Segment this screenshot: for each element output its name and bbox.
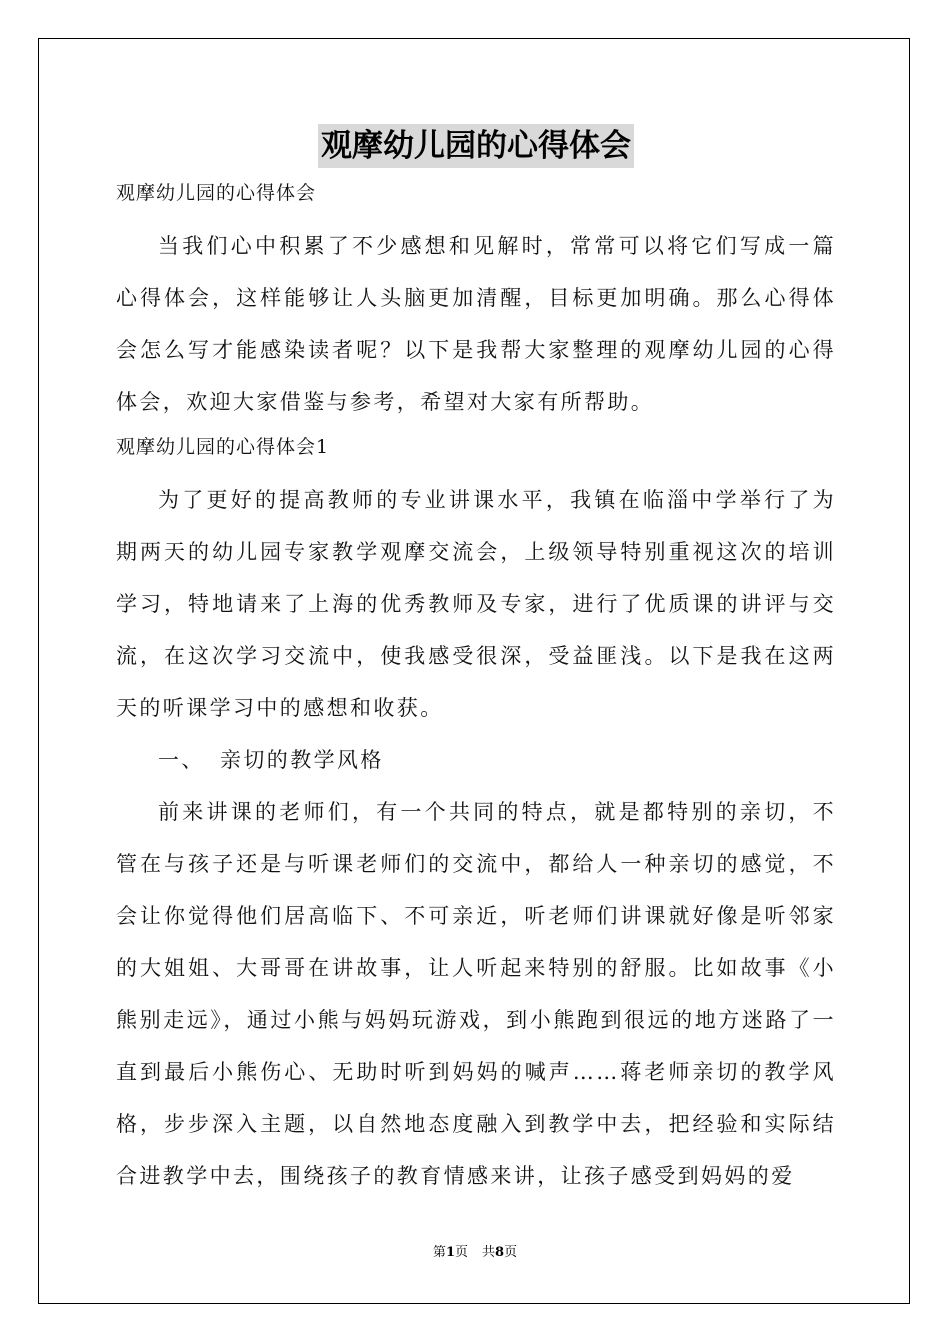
item-title: 亲切的教学风格 xyxy=(220,748,384,772)
document-title: 观摩幼儿园的心得体会 xyxy=(318,124,634,168)
page-prefix: 第 xyxy=(432,1245,446,1260)
document-body xyxy=(116,124,836,1202)
total-prefix: 共 xyxy=(482,1245,496,1260)
intro-paragraph: 当我们心中积累了不少感想和见解时，常常可以将它们写成一篇心得体会，这样能够让人头脑更加清醒，目标更加明确。那么心得体会怎么写才能感染读者呢？以下是我帮大家整理的观摩幼儿园的心得体会，欢迎大家借鉴与参考，希望对大家有所帮助。 xyxy=(116,234,836,414)
item-number: 一、 xyxy=(158,748,205,772)
page-suffix: 页 xyxy=(454,1245,468,1260)
document-subtitle: 观摩幼儿园的心得体会 xyxy=(116,182,317,204)
section1-paragraph-2: 前来讲课的老师们，有一个共同的特点，就是都特别的亲切，不管在与孩子还是与听课老师们的交流中，都给人一种亲切的感觉，不会让你觉得他们居高临下、不可亲近，听老师们讲课就好像是听邻家的大姐姐、大哥哥在讲故事，让人听起来特别的舒服。比如故事《小熊别走远》，通过小熊与妈妈玩游戏，到小熊跑到很远的地方迷路了一直到最后小熊伤心、无助时听到妈妈的喊声……蒋老师亲切的教学风格，步步深入主题，以自然地态度融入到教学中去，把经验和实际结合进教学中去，围绕孩子的教育情感来讲，让孩子感受到妈妈的爱 xyxy=(116,800,836,1188)
page-footer xyxy=(0,1244,950,1262)
total-suffix: 页 xyxy=(504,1245,518,1260)
section-heading-1: 观摩幼儿园的心得体会1 xyxy=(116,436,330,458)
section1-paragraph-1: 为了更好的提高教师的专业讲课水平，我镇在临淄中学举行了为期两天的幼儿园专家教学观摩交流会，上级领导特别重视这次的培训学习，特地请来了上海的优秀教师及专家，进行了优质课的讲评与交流，在这次学习交流中，使我感受很深，受益匪浅。以下是我在这两天的听课学习中的感想和收获。 xyxy=(116,488,836,720)
total-page-number: 8 xyxy=(495,1245,505,1260)
current-page-number: 1 xyxy=(445,1245,455,1260)
item-heading-1 xyxy=(116,734,836,786)
title-container xyxy=(116,124,836,170)
